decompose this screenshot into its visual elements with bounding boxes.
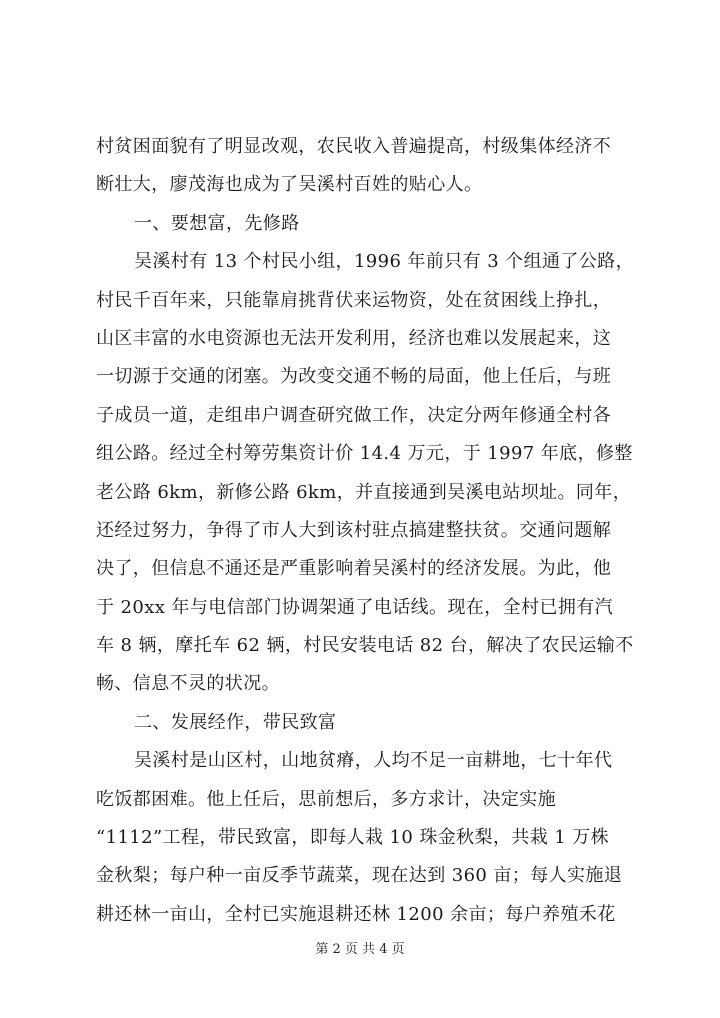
text-line: 耕还林一亩山，全村已实施退耕还林 1200 余亩；每户养殖禾花 [96, 903, 616, 925]
text-line: 车 8 辆，摩托车 62 辆，村民安装电话 82 台，解决了农民运输不 [96, 635, 634, 657]
text-line: 组公路。经过全村筹劳集资计价 14.4 万元，于 1997 年底，修整 [96, 443, 633, 465]
text-line: 畅、信息不灵的状况。 [96, 673, 280, 695]
text-line: “1112”工程，带民致富，即每人栽 10 珠金秋梨，共栽 1 万株 [96, 827, 610, 849]
text-line: 决了，但信息不通还是严重影响着吴溪村的经济发展。为此，他 [96, 558, 612, 580]
text-line: 于 20xx 年与电信部门协调架通了电话线。现在，全村已拥有汽 [96, 596, 614, 618]
text-line: 还经过努力，争得了市人大到该村驻点搞建整扶贫。交通问题解 [96, 519, 612, 541]
text-line: 吃饭都困难。他上任后，思前想后，多方求计，决定实施 [96, 788, 556, 810]
text-line: 老公路 6km，新修公路 6km，并直接通到吴溪电站坝址。同年， [96, 481, 632, 503]
text-line: 村贫困面貌有了明显改观，农民收入普遍提高，村级集体经济不 [96, 136, 612, 157]
text-line: 吴溪村有 13 个村民小组，1996 年前只有 3 个组通了公路， [134, 251, 634, 273]
section-heading: 二、发展经作，带民致富 [134, 711, 337, 733]
body-text [96, 128, 636, 934]
text-line: 村民千百年来，只能靠肩挑背伏来运物资，处在贫困线上挣扎， [96, 289, 612, 311]
text-line: 山区丰富的水电资源也无法开发利用，经济也难以发展起来，这 [96, 327, 612, 349]
text-line: 断壮大，廖茂海也成为了吴溪村百姓的贴心人。 [96, 174, 483, 196]
text-line: 一切源于交通的闭塞。为改变交通不畅的局面，他上任后，与班 [96, 366, 612, 388]
text-line: 吴溪村是山区村，山地贫瘠，人均不足一亩耕地，七十年代 [134, 750, 613, 772]
section-heading: 一、要想富，先修路 [134, 212, 300, 234]
text-line: 金秋梨；每户种一亩反季节蔬菜，现在达到 360 亩；每人实施退 [96, 865, 623, 887]
page-footer: 第 2 页 共 4 页 [315, 942, 405, 957]
text-line: 子成员一道，走组串户调查研究做工作，决定分两年修通全村各 [96, 404, 612, 426]
